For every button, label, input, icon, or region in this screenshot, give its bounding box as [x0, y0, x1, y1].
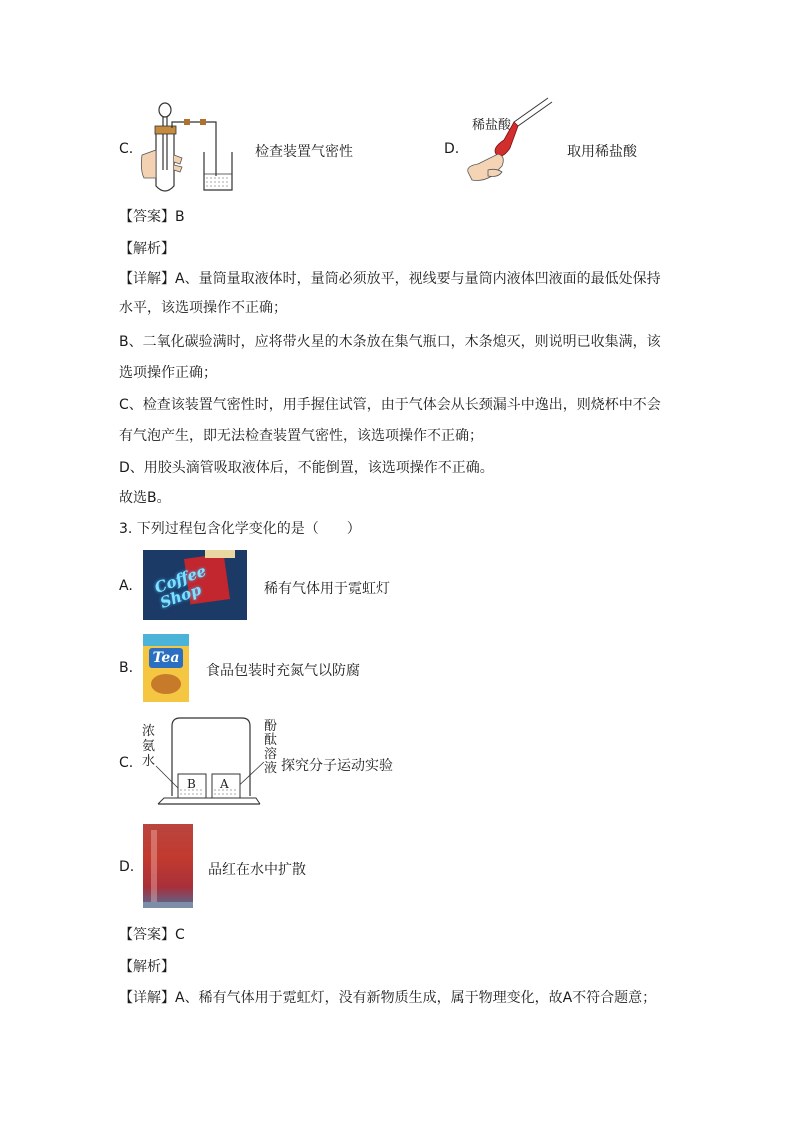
- airtightness-apparatus-figure: [140, 100, 236, 196]
- neon-sign-image: [143, 550, 247, 620]
- q2-detail-line: 有气泡产生，即无法检查装置气密性，该选项操作不正确；: [119, 428, 483, 444]
- q3-option-c-caption: 探究分子运动实验: [281, 758, 393, 774]
- q2-detail-line: 水平，该选项操作不正确；: [119, 300, 287, 316]
- dye-diffusion-image: [143, 824, 193, 908]
- q3-option-b-letter: B.: [119, 660, 134, 676]
- q3-answer: 【答案】C: [119, 927, 185, 943]
- ammonia-label: 浓氨水: [142, 724, 156, 769]
- phenolphthalein-label: 酚酞溶液: [264, 719, 278, 776]
- molecule-motion-apparatus-figure: [150, 712, 265, 812]
- q2-detail-line: D、用胶头滴管吸取液体后，不能倒置，该选项操作不正确。: [119, 460, 494, 476]
- q2-detail-line: 选项操作正确；: [119, 365, 217, 381]
- neon-sign-text: Coffee Shop: [152, 561, 209, 612]
- option-c-letter: C.: [119, 141, 134, 157]
- dropper-figure: [462, 96, 558, 196]
- q2-detail-line: C、检查该装置气密性时，用手握住试管，由于气体会从长颈漏斗中逸出，则烧杯中不会: [119, 397, 661, 413]
- q2-detail-line: 故选B。: [119, 490, 171, 506]
- q3-analysis-heading: 【解析】: [119, 959, 175, 975]
- option-c-caption: 检查装置气密性: [255, 144, 353, 160]
- option-d-caption: 取用稀盐酸: [567, 144, 637, 160]
- q3-option-d-caption: 品红在水中扩散: [208, 862, 306, 878]
- q3-stem: 3. 下列过程包含化学变化的是（ ）: [119, 521, 361, 537]
- q2-detail-line: B、二氧化碳验满时，应将带火星的木条放在集气瓶口，木条熄灭，则说明已收集满，该: [119, 334, 661, 350]
- dilute-hcl-label: 稀盐酸: [472, 118, 512, 133]
- q2-analysis-heading: 【解析】: [119, 241, 175, 257]
- q3-option-b-caption: 食品包装时充氮气以防腐: [206, 663, 360, 679]
- q2-answer: 【答案】B: [119, 209, 185, 225]
- q2-detail-line: 【详解】A、量筒量取液体时，量筒必须放平，视线要与量筒内液体凹液面的最低处保持: [119, 271, 661, 287]
- q3-option-a-letter: A.: [119, 578, 133, 594]
- beaker-b-label: B: [187, 777, 196, 791]
- option-d-letter: D.: [444, 141, 460, 157]
- package-brand-text: Tea: [149, 648, 183, 668]
- q3-option-a-caption: 稀有气体用于霓虹灯: [264, 581, 390, 597]
- food-package-image: [143, 634, 189, 702]
- beaker-a-label: A: [220, 777, 229, 791]
- q3-option-c-letter: C.: [119, 755, 134, 771]
- q3-detail-line: 【详解】A、稀有气体用于霓虹灯，没有新物质生成，属于物理变化，故A不符合题意；: [119, 990, 657, 1006]
- q3-option-d-letter: D.: [119, 859, 135, 875]
